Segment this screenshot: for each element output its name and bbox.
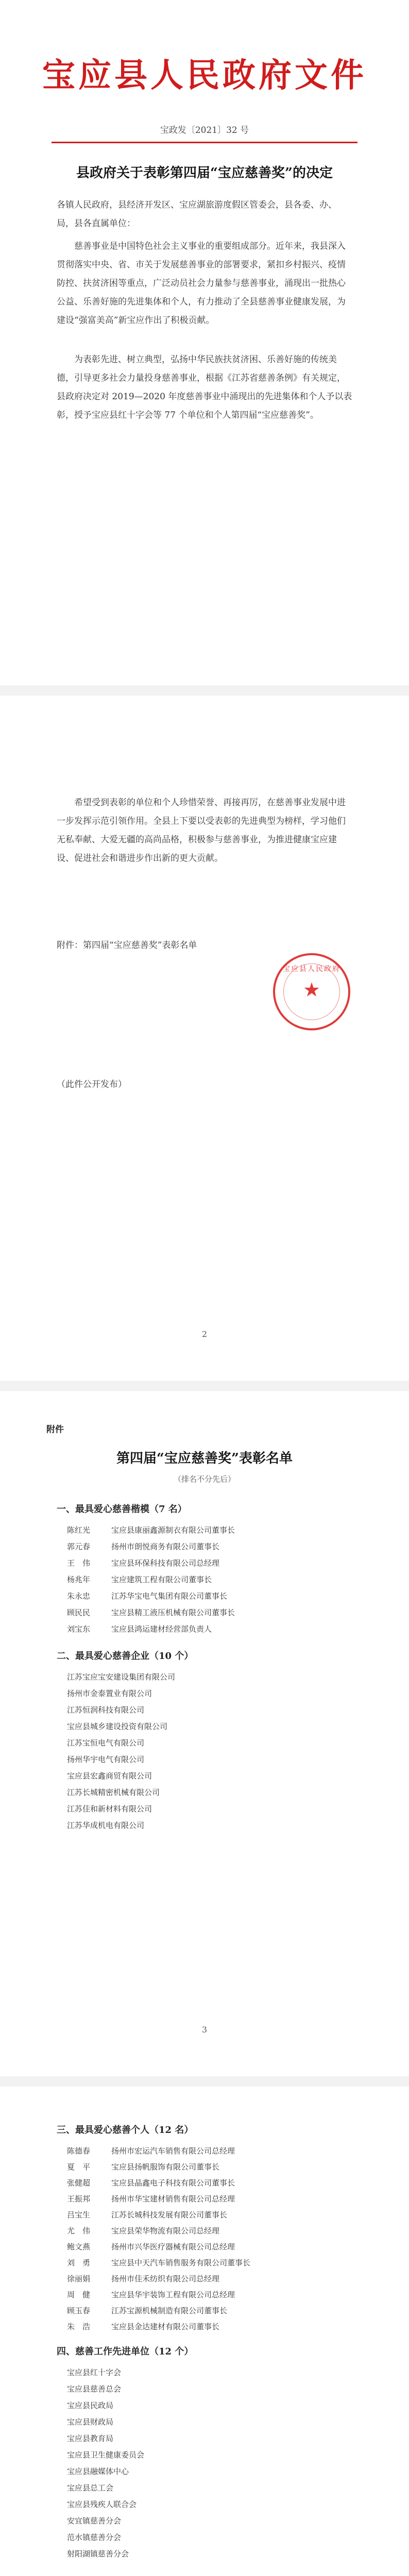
body-paragraph-2: 为表彰先进、树立典型，弘扬中华民族扶贫济困、乐善好施的传统美德，引导更多社会力量投身慈善事业，根据《江苏省慈善条例》有关规定，县政府决定对 2019—2020 年度慈善事业中涌现出的先进集体和个人予以表彰，授予宝应县红十字会等 77 个单位和个人第四届“宝应慈善奖”。 <box>57 354 352 420</box>
honoree-organization: 宝应县慈善总会 <box>67 2384 122 2394</box>
honoree-row <box>67 1555 219 1571</box>
annex-subtitle: （排名不分先后） <box>173 1475 235 1484</box>
honoree-affiliation: 宝应县扬帆服饰有限公司董事长 <box>111 2162 220 2172</box>
annex-title: 第四届“宝应慈善奖”表彰名单 <box>116 1451 293 1466</box>
honoree-name: 顾民民 <box>67 1608 91 1617</box>
honoree-organization: 江苏宝应宝安建设集团有限公司 <box>67 1672 176 1682</box>
honoree-row <box>67 2255 250 2270</box>
honoree-name: 朱永忠 <box>67 1591 91 1601</box>
honoree-name: 刘 勇 <box>67 2258 91 2267</box>
page-number: 2 <box>201 1329 208 1339</box>
body-paragraph-1: 慈善事业是中国特色社会主义事业的重要组成部分。近年来，我县深入贯彻落实中央、省、市关于发展慈善事业的部署要求，紧扣乡村振兴、疫情防控、扶贫济困等重点，广泛动员社会力量参与慈善事业，涌现出一批热心公益、乐善好施的先进集体和个人，有力推动了全县慈善事业健康发展，为建设“强富美高”新宝应作出了积极贡献。 <box>57 241 346 326</box>
official-seal <box>273 953 350 1030</box>
honoree-name: 周 健 <box>67 2290 91 2299</box>
red-divider-line <box>52 142 357 143</box>
honoree-row <box>67 2159 219 2175</box>
honoree-name: 刘宝东 <box>67 1624 91 1634</box>
document-page-2 <box>0 696 409 1381</box>
honoree-organization: 宝应县财政局 <box>67 2417 114 2427</box>
page-number: 3 <box>201 2025 208 2035</box>
honoree-organization: 江苏宝恒电气有限公司 <box>67 1738 145 1748</box>
honoree-name: 吕宝生 <box>67 2210 91 2219</box>
honoree-affiliation: 扬州市华宝建材销售有限公司总经理 <box>111 2194 235 2204</box>
honoree-affiliation: 宝应县荣华物流有限公司总经理 <box>111 2226 220 2235</box>
annex-page-2 <box>0 2087 409 2576</box>
honoree-organization: 扬州市金泰置业有限公司 <box>67 1689 152 1698</box>
honoree-organization: 江苏长城精密机械有限公司 <box>67 1788 160 1797</box>
honoree-name: 王振邦 <box>67 2194 91 2204</box>
seal-text: 宝应县人民政府 <box>283 965 340 973</box>
honoree-affiliation: 扬州市佳禾纺织有限公司总经理 <box>111 2274 220 2283</box>
honoree-affiliation: 宝应县金达建材有限公司董事长 <box>111 2322 220 2331</box>
honoree-affiliation: 宝应县环保科技有限公司总经理 <box>111 1558 220 1568</box>
honoree-name: 郭元春 <box>67 1542 91 1551</box>
honoree-name: 王 伟 <box>67 1558 91 1568</box>
honoree-row <box>67 2143 235 2159</box>
honoree-organization: 射阳湖镇慈善分会 <box>67 2549 129 2558</box>
honoree-row <box>67 2175 235 2191</box>
honoree-organization: 范水镇慈善分会 <box>67 2533 122 2542</box>
honoree-organization: 江苏华成机电有限公司 <box>67 1821 145 1830</box>
honoree-row <box>67 1605 235 1620</box>
section-heading-2: 二、最具爱心慈善企业（10 个） <box>57 1651 194 1662</box>
honoree-affiliation: 宝应县晶鑫电子科技有限公司董事长 <box>111 2178 235 2188</box>
body-paragraph-3: 希望受到表彰的单位和个人珍惜荣誉、再接再厉，在慈善事业发展中进一步发挥示范引领作用。全县上下要以受表彰的先进典型为榜样，学习他们无私奉献、大爱无疆的高尚品格，积极参与慈善事业，为推进健康宝应建设、促进社会和谐进步作出新的更大贡献。 <box>57 798 346 863</box>
honoree-row <box>67 1539 219 1554</box>
section-heading-4: 四、慈善工作先进单位（12 个） <box>57 2346 194 2357</box>
honoree-row <box>67 1621 212 1637</box>
honoree-row <box>67 2303 227 2318</box>
honoree-organization: 扬州华宇电气有限公司 <box>67 1755 145 1764</box>
honoree-row <box>67 1572 212 1587</box>
section-heading-1: 一、最具爱心慈善楷模（7 名） <box>57 1504 187 1515</box>
honoree-row <box>67 1522 235 1538</box>
section-heading-3: 三、最具爱心慈善个人（12 名） <box>57 2125 194 2136</box>
honoree-organization: 宝应县民政局 <box>67 2401 114 2410</box>
honoree-name: 陈红光 <box>67 1526 91 1535</box>
honoree-organization: 宝应县残疾人联合会 <box>67 2500 137 2509</box>
honoree-row <box>67 2287 235 2302</box>
seal-star-icon: ★ <box>302 978 321 1001</box>
annex-page-1 <box>0 1391 409 2076</box>
honoree-organization: 宝应县教育局 <box>67 2434 114 2443</box>
honoree-organization: 宝应县卫生健康委员会 <box>67 2450 145 2460</box>
honoree-affiliation: 江苏华宝电气集团有限公司董事长 <box>111 1591 228 1601</box>
honoree-row <box>67 2239 235 2255</box>
honoree-affiliation: 江苏长城科技发展有限公司董事长 <box>111 2210 228 2219</box>
attachment-note: 附件：第四届“宝应慈善奖”表彰名单 <box>57 940 197 951</box>
honoree-affiliation: 宝应县鸿运建材经营部负责人 <box>111 1624 212 1634</box>
honoree-affiliation: 江苏宝源机械制造有限公司董事长 <box>111 2306 228 2315</box>
honoree-affiliation: 宝应县康丽鑫源制衣有限公司董事长 <box>111 1526 235 1535</box>
honoree-row <box>67 2191 235 2207</box>
honoree-row <box>67 2223 219 2239</box>
honoree-organization: 江苏恒润科技有限公司 <box>67 1705 145 1715</box>
honoree-name: 张健超 <box>67 2178 91 2188</box>
honoree-organization: 江苏佳和新材料有限公司 <box>67 1804 152 1814</box>
honoree-name: 陈德春 <box>67 2146 91 2156</box>
document-number: 宝政发〔2021〕32 号 <box>160 125 249 135</box>
honoree-name: 朱 浩 <box>67 2322 91 2331</box>
honoree-name: 尤 伟 <box>67 2226 91 2235</box>
honoree-name: 夏 平 <box>67 2162 91 2172</box>
honoree-row <box>67 2319 219 2334</box>
honoree-row <box>67 1588 227 1604</box>
honoree-organization: 宝应县宏鑫商贸有限公司 <box>67 1771 152 1781</box>
honoree-affiliation: 扬州市朗悦商务有限公司董事长 <box>111 1542 220 1551</box>
addressee-paragraph: 各镇人民政府，县经济开发区、宝应湖旅游度假区管委会，县各委、办、局，县各直属单位： <box>57 200 337 229</box>
honoree-row <box>67 2271 219 2286</box>
honoree-organization: 宝应县总工会 <box>67 2483 114 2493</box>
honoree-name: 鲍文燕 <box>67 2242 91 2251</box>
honoree-name: 顾玉春 <box>67 2306 91 2315</box>
honoree-affiliation: 扬州市宏运汽车销售有限公司总经理 <box>111 2146 235 2156</box>
honoree-affiliation: 宝应县精工液压机械有限公司董事长 <box>111 1608 235 1617</box>
document-page-1 <box>0 0 409 685</box>
honoree-organization: 宝应县红十字会 <box>67 2368 122 2377</box>
honoree-affiliation: 宝应县中天汽车销售服务有限公司董事长 <box>111 2258 251 2267</box>
honoree-organization: 宝应县融媒体中心 <box>67 2467 129 2476</box>
honoree-name: 杨兆年 <box>67 1575 91 1584</box>
honoree-affiliation: 宝应县华宇装饰工程有限公司总经理 <box>111 2290 235 2299</box>
honoree-affiliation: 宝应建筑工程有限公司董事长 <box>111 1575 212 1584</box>
document-header-title: 宝应县人民政府文件 <box>42 56 367 95</box>
honoree-organization: 宝应县城乡建设投资有限公司 <box>67 1722 168 1731</box>
honoree-affiliation: 扬州市兴华医疗器械有限公司总经理 <box>111 2242 235 2251</box>
document-title: 县政府关于表彰第四届“宝应慈善奖”的决定 <box>76 165 333 181</box>
publication-note: （此件公开发布） <box>57 1079 127 1090</box>
honoree-organization: 安宜镇慈善分会 <box>67 2516 122 2526</box>
honoree-row <box>67 2207 227 2223</box>
honoree-name: 徐丽娟 <box>67 2274 91 2283</box>
annex-label: 附件 <box>46 1425 64 1435</box>
